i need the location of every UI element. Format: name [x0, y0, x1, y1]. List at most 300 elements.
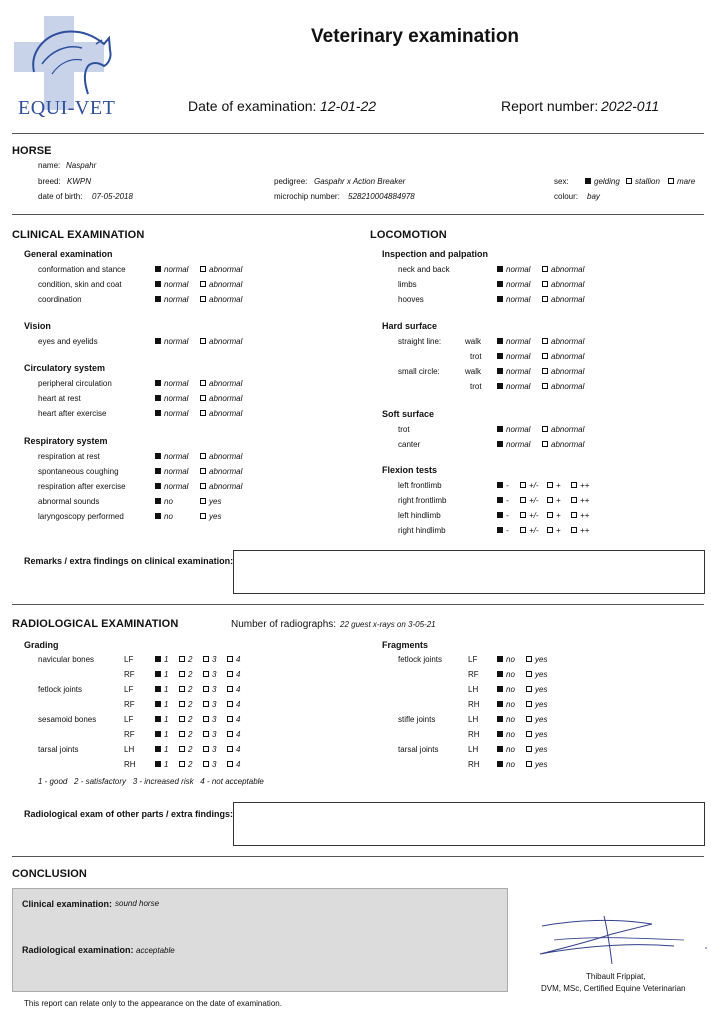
fragment-option[interactable] — [497, 700, 515, 709]
clinical-option[interactable] — [155, 265, 188, 274]
clinical-option-text: normal — [164, 394, 189, 403]
unchecked-checkbox-icon[interactable] — [200, 410, 206, 416]
unchecked-checkbox-icon[interactable] — [200, 498, 206, 504]
grading-option[interactable] — [227, 700, 240, 709]
unchecked-checkbox-icon[interactable] — [571, 527, 577, 533]
clinical-option[interactable] — [155, 337, 188, 346]
unchecked-checkbox-icon[interactable] — [227, 716, 233, 722]
locomotion-option-text: ++ — [580, 496, 590, 505]
unchecked-checkbox-icon[interactable] — [203, 746, 209, 752]
locomotion-option-text: normal — [506, 425, 531, 434]
locomotion-option[interactable] — [547, 481, 561, 490]
sex-option[interactable] — [626, 177, 660, 186]
grading-option-text: 1 — [164, 730, 169, 739]
unchecked-checkbox-icon[interactable] — [200, 266, 206, 272]
grading-side-label: RF — [124, 700, 135, 709]
checked-checkbox-icon[interactable] — [155, 338, 161, 344]
locomotion-option[interactable] — [542, 367, 584, 376]
remarks-field[interactable] — [233, 550, 705, 594]
checked-checkbox-icon[interactable] — [155, 468, 161, 474]
unchecked-checkbox-icon[interactable] — [203, 731, 209, 737]
unchecked-checkbox-icon[interactable] — [227, 746, 233, 752]
checked-checkbox-icon[interactable] — [155, 701, 161, 707]
grading-option[interactable] — [203, 745, 216, 754]
unchecked-checkbox-icon[interactable] — [200, 453, 206, 459]
unchecked-checkbox-icon[interactable] — [200, 513, 206, 519]
locomotion-option[interactable] — [497, 511, 509, 520]
checked-checkbox-icon[interactable] — [155, 296, 161, 302]
grading-side-label: RF — [124, 670, 135, 679]
fragment-side-label: RH — [468, 700, 480, 709]
unchecked-checkbox-icon[interactable] — [200, 380, 206, 386]
fragments-title: Fragments — [382, 640, 429, 650]
locomotion-option[interactable] — [497, 382, 530, 391]
checked-checkbox-icon[interactable] — [155, 410, 161, 416]
fragment-option[interactable] — [526, 745, 547, 754]
locomotion-option[interactable] — [571, 511, 589, 520]
date-label: Date of examination: — [188, 98, 317, 114]
unchecked-checkbox-icon[interactable] — [200, 296, 206, 302]
unchecked-checkbox-icon[interactable] — [203, 701, 209, 707]
locomotion-option-text: +/- — [529, 481, 539, 490]
locomotion-option-text: abnormal — [551, 382, 585, 391]
checked-checkbox-icon[interactable] — [155, 716, 161, 722]
checked-checkbox-icon[interactable] — [155, 380, 161, 386]
fragment-option[interactable] — [526, 655, 547, 664]
locomotion-option-text: - — [506, 481, 509, 490]
unchecked-checkbox-icon[interactable] — [520, 512, 526, 518]
clinical-item-label: heart after exercise — [38, 409, 107, 418]
checked-checkbox-icon[interactable] — [585, 178, 591, 184]
fragment-option-text: yes — [535, 760, 548, 769]
unchecked-checkbox-icon[interactable] — [571, 497, 577, 503]
unchecked-checkbox-icon[interactable] — [542, 281, 548, 287]
checked-checkbox-icon[interactable] — [155, 453, 161, 459]
clinical-option[interactable] — [200, 482, 242, 491]
checked-checkbox-icon[interactable] — [497, 656, 503, 662]
grading-option[interactable] — [203, 670, 216, 679]
grading-option[interactable] — [203, 715, 216, 724]
grading-option[interactable] — [203, 730, 216, 739]
other-findings-label: Radiological exam of other parts / extra findings: — [24, 809, 234, 819]
divider — [12, 133, 704, 134]
clinical-option[interactable] — [155, 452, 188, 461]
unchecked-checkbox-icon[interactable] — [200, 468, 206, 474]
sex-option[interactable] — [668, 177, 695, 186]
unchecked-checkbox-icon[interactable] — [526, 701, 532, 707]
checked-checkbox-icon[interactable] — [497, 383, 503, 389]
unchecked-checkbox-icon[interactable] — [203, 671, 209, 677]
locomotion-option[interactable] — [497, 481, 509, 490]
clinical-option[interactable] — [200, 265, 242, 274]
checked-checkbox-icon[interactable] — [155, 281, 161, 287]
remarks-label: Remarks / extra findings on clinical examination: — [24, 556, 234, 566]
locomotion-option[interactable] — [542, 265, 584, 274]
grading-option[interactable] — [155, 760, 168, 769]
unchecked-checkbox-icon[interactable] — [571, 512, 577, 518]
clinical-option-text: normal — [164, 482, 189, 491]
clinical-option[interactable] — [155, 295, 188, 304]
checked-checkbox-icon[interactable] — [155, 656, 161, 662]
grading-option-text: 4 — [236, 760, 241, 769]
grading-option[interactable] — [203, 685, 216, 694]
grading-side-label: LF — [124, 685, 134, 694]
unchecked-checkbox-icon[interactable] — [200, 281, 206, 287]
sex-option[interactable] — [585, 177, 620, 186]
checked-checkbox-icon[interactable] — [497, 701, 503, 707]
clinical-option[interactable] — [155, 497, 173, 506]
locomotion-option[interactable] — [497, 280, 530, 289]
clinical-option[interactable] — [200, 337, 242, 346]
fragment-side-label: RH — [468, 730, 480, 739]
grading-side-label: LF — [124, 715, 134, 724]
grading-option[interactable] — [227, 745, 240, 754]
fragment-option-text: no — [506, 655, 515, 664]
grading-option[interactable] — [155, 730, 168, 739]
locomotion-option[interactable] — [571, 481, 589, 490]
checked-checkbox-icon[interactable] — [497, 353, 503, 359]
clinical-option[interactable] — [200, 280, 242, 289]
grading-option[interactable] — [155, 670, 168, 679]
unchecked-checkbox-icon[interactable] — [179, 746, 185, 752]
unchecked-checkbox-icon[interactable] — [179, 686, 185, 692]
unchecked-checkbox-icon[interactable] — [547, 482, 553, 488]
grading-option[interactable] — [227, 715, 240, 724]
unchecked-checkbox-icon[interactable] — [542, 296, 548, 302]
checked-checkbox-icon[interactable] — [155, 498, 161, 504]
divider — [12, 856, 704, 857]
locomotion-option-text: - — [506, 496, 509, 505]
checked-checkbox-icon[interactable] — [497, 281, 503, 287]
unchecked-checkbox-icon[interactable] — [200, 338, 206, 344]
report-label: Report number: — [501, 98, 599, 114]
clinical-option[interactable] — [200, 512, 221, 521]
fragment-option[interactable] — [526, 715, 547, 724]
unchecked-checkbox-icon[interactable] — [227, 701, 233, 707]
checked-checkbox-icon[interactable] — [497, 338, 503, 344]
locomotion-option[interactable] — [497, 265, 530, 274]
grading-option-text: 4 — [236, 745, 241, 754]
locomotion-option[interactable] — [497, 526, 509, 535]
checked-checkbox-icon[interactable] — [497, 761, 503, 767]
grading-option[interactable] — [227, 730, 240, 739]
fragment-option-text: no — [506, 745, 515, 754]
conclusion-box — [12, 888, 508, 992]
locomotion-option-text: normal — [506, 382, 531, 391]
clinical-option[interactable] — [155, 280, 188, 289]
checked-checkbox-icon[interactable] — [497, 266, 503, 272]
locomotion-option-text: normal — [506, 440, 531, 449]
checked-checkbox-icon[interactable] — [155, 746, 161, 752]
grading-option[interactable] — [155, 685, 168, 694]
fragment-option[interactable] — [497, 670, 515, 679]
locomotion-option[interactable] — [497, 440, 530, 449]
checked-checkbox-icon[interactable] — [497, 686, 503, 692]
grading-side-label: RH — [124, 760, 136, 769]
locomotion-option[interactable] — [497, 337, 530, 346]
grading-option-text: 2 — [188, 730, 193, 739]
unchecked-checkbox-icon[interactable] — [668, 178, 674, 184]
locomotion-option[interactable] — [497, 425, 530, 434]
fragment-option-text: yes — [535, 700, 548, 709]
checked-checkbox-icon[interactable] — [497, 441, 503, 447]
unchecked-checkbox-icon[interactable] — [227, 731, 233, 737]
unchecked-checkbox-icon[interactable] — [526, 656, 532, 662]
fragment-side-label: LH — [468, 745, 479, 754]
locomotion-option[interactable] — [497, 496, 509, 505]
fragment-option[interactable] — [526, 700, 547, 709]
clinical-option[interactable] — [200, 379, 242, 388]
grading-option-text: 4 — [236, 685, 241, 694]
checked-checkbox-icon[interactable] — [497, 426, 503, 432]
checked-checkbox-icon[interactable] — [155, 731, 161, 737]
grading-option[interactable] — [227, 670, 240, 679]
unchecked-checkbox-icon[interactable] — [626, 178, 632, 184]
fragment-option-text: yes — [535, 745, 548, 754]
locomotion-option[interactable] — [497, 295, 530, 304]
unchecked-checkbox-icon[interactable] — [547, 497, 553, 503]
locomotion-option[interactable] — [547, 526, 561, 535]
unchecked-checkbox-icon[interactable] — [200, 483, 206, 489]
checked-checkbox-icon[interactable] — [155, 761, 161, 767]
locomotion-option-text: +/- — [529, 511, 539, 520]
locomotion-option-text: normal — [506, 337, 531, 346]
grading-option[interactable] — [203, 655, 216, 664]
unchecked-checkbox-icon[interactable] — [542, 426, 548, 432]
unchecked-checkbox-icon[interactable] — [571, 482, 577, 488]
grading-option[interactable] — [179, 760, 192, 769]
grading-option[interactable] — [179, 700, 192, 709]
unchecked-checkbox-icon[interactable] — [227, 671, 233, 677]
unchecked-checkbox-icon[interactable] — [526, 761, 532, 767]
unchecked-checkbox-icon[interactable] — [542, 368, 548, 374]
unchecked-checkbox-icon[interactable] — [526, 731, 532, 737]
clinical-group-title: Respiratory system — [24, 436, 108, 446]
report-value: 2022-011 — [601, 98, 660, 114]
unchecked-checkbox-icon[interactable] — [526, 671, 532, 677]
locomotion-group-title: Inspection and palpation — [382, 249, 489, 259]
clinical-item-label: spontaneous coughing — [38, 467, 119, 476]
clinical-option[interactable] — [200, 394, 242, 403]
unchecked-checkbox-icon[interactable] — [179, 701, 185, 707]
unchecked-checkbox-icon[interactable] — [547, 527, 553, 533]
clinical-option[interactable] — [155, 467, 188, 476]
grading-option[interactable] — [179, 670, 192, 679]
unchecked-checkbox-icon[interactable] — [227, 686, 233, 692]
grading-option[interactable] — [179, 685, 192, 694]
checked-checkbox-icon[interactable] — [497, 482, 503, 488]
locomotion-option[interactable] — [542, 425, 584, 434]
locomotion-option[interactable] — [542, 382, 584, 391]
unchecked-checkbox-icon[interactable] — [203, 716, 209, 722]
grading-option-text: 1 — [164, 670, 169, 679]
checked-checkbox-icon[interactable] — [155, 513, 161, 519]
fragment-option-text: no — [506, 700, 515, 709]
clinical-option-text: abnormal — [209, 409, 243, 418]
checked-checkbox-icon[interactable] — [497, 671, 503, 677]
grading-option[interactable] — [203, 700, 216, 709]
grading-option[interactable] — [155, 655, 168, 664]
fragment-option-text: yes — [535, 715, 548, 724]
grading-option[interactable] — [179, 730, 192, 739]
locomotion-option[interactable] — [497, 367, 530, 376]
unchecked-checkbox-icon[interactable] — [526, 746, 532, 752]
grading-option[interactable] — [227, 685, 240, 694]
grading-side-label: LH — [124, 745, 135, 754]
checked-checkbox-icon[interactable] — [497, 296, 503, 302]
locomotion-option[interactable] — [542, 440, 584, 449]
unchecked-checkbox-icon[interactable] — [542, 383, 548, 389]
unchecked-checkbox-icon[interactable] — [179, 656, 185, 662]
grading-option[interactable] — [227, 760, 240, 769]
breed-label: breed: — [38, 177, 61, 186]
unchecked-checkbox-icon[interactable] — [520, 482, 526, 488]
clinical-option-text: abnormal — [209, 467, 243, 476]
locomotion-option[interactable] — [547, 496, 561, 505]
fragment-option-text: yes — [535, 730, 548, 739]
locomotion-option-text: abnormal — [551, 425, 585, 434]
fragment-option[interactable] — [497, 685, 515, 694]
checked-checkbox-icon[interactable] — [155, 266, 161, 272]
fragment-option[interactable] — [526, 730, 547, 739]
fragment-option-text: no — [506, 685, 515, 694]
unchecked-checkbox-icon[interactable] — [200, 395, 206, 401]
clinical-option[interactable] — [200, 467, 242, 476]
clinical-option-text: abnormal — [209, 379, 243, 388]
grading-option-text: 2 — [188, 745, 193, 754]
clinical-option[interactable] — [155, 394, 188, 403]
grading-option-text: 4 — [236, 715, 241, 724]
fragment-option[interactable] — [497, 760, 515, 769]
clinical-option[interactable] — [155, 409, 188, 418]
radiograph-count-label: Number of radiographs: — [231, 619, 337, 630]
locomotion-item-label: trot — [398, 425, 410, 434]
clinical-option-text: normal — [164, 409, 189, 418]
locomotion-option-text: +/- — [529, 526, 539, 535]
clinical-option[interactable] — [200, 452, 242, 461]
clinical-option[interactable] — [200, 409, 242, 418]
clinical-item-label: coordination — [38, 295, 82, 304]
locomotion-option[interactable] — [520, 526, 539, 535]
fragment-option[interactable] — [526, 685, 547, 694]
clinical-option-text: normal — [164, 295, 189, 304]
locomotion-option[interactable] — [571, 526, 589, 535]
unchecked-checkbox-icon[interactable] — [179, 671, 185, 677]
clinical-option-text: abnormal — [209, 482, 243, 491]
unchecked-checkbox-icon[interactable] — [179, 716, 185, 722]
grading-option-text: 1 — [164, 700, 169, 709]
grading-option[interactable] — [203, 760, 216, 769]
checked-checkbox-icon[interactable] — [497, 527, 503, 533]
grading-option[interactable] — [179, 745, 192, 754]
signature-icon — [534, 912, 714, 968]
unchecked-checkbox-icon[interactable] — [203, 686, 209, 692]
checked-checkbox-icon[interactable] — [155, 483, 161, 489]
grading-option-text: 3 — [212, 670, 217, 679]
unchecked-checkbox-icon[interactable] — [547, 512, 553, 518]
clinical-item-label: condition, skin and coat — [38, 280, 122, 289]
grading-option[interactable] — [155, 745, 168, 754]
clinical-option[interactable] — [155, 379, 188, 388]
unchecked-checkbox-icon[interactable] — [520, 497, 526, 503]
grading-option-text: 2 — [188, 760, 193, 769]
unchecked-checkbox-icon[interactable] — [227, 761, 233, 767]
fragment-option[interactable] — [497, 655, 515, 664]
checked-checkbox-icon[interactable] — [497, 731, 503, 737]
fragment-side-label: RH — [468, 760, 480, 769]
clinical-option[interactable] — [155, 482, 188, 491]
unchecked-checkbox-icon[interactable] — [179, 731, 185, 737]
clinical-option[interactable] — [200, 497, 221, 506]
unchecked-checkbox-icon[interactable] — [542, 353, 548, 359]
fragment-option[interactable] — [526, 760, 547, 769]
clinical-group-title: Vision — [24, 321, 51, 331]
checked-checkbox-icon[interactable] — [497, 716, 503, 722]
grading-option[interactable] — [179, 655, 192, 664]
fragment-option[interactable] — [526, 670, 547, 679]
unchecked-checkbox-icon[interactable] — [542, 338, 548, 344]
unchecked-checkbox-icon[interactable] — [227, 656, 233, 662]
clinical-option-text: abnormal — [209, 337, 243, 346]
checked-checkbox-icon[interactable] — [497, 368, 503, 374]
unchecked-checkbox-icon[interactable] — [526, 716, 532, 722]
checked-checkbox-icon[interactable] — [497, 512, 503, 518]
grading-option[interactable] — [155, 715, 168, 724]
grading-option[interactable] — [155, 700, 168, 709]
locomotion-option[interactable] — [542, 280, 584, 289]
grading-option[interactable] — [227, 655, 240, 664]
unchecked-checkbox-icon[interactable] — [526, 686, 532, 692]
unchecked-checkbox-icon[interactable] — [520, 527, 526, 533]
locomotion-option[interactable] — [547, 511, 561, 520]
locomotion-gait-label: walk — [465, 337, 482, 346]
locomotion-option[interactable] — [542, 337, 584, 346]
fragment-option[interactable] — [497, 730, 515, 739]
checked-checkbox-icon[interactable] — [497, 497, 503, 503]
checked-checkbox-icon[interactable] — [497, 746, 503, 752]
unchecked-checkbox-icon[interactable] — [542, 266, 548, 272]
locomotion-option[interactable] — [542, 295, 584, 304]
unchecked-checkbox-icon[interactable] — [203, 656, 209, 662]
locomotion-option-text: ++ — [580, 481, 590, 490]
checked-checkbox-icon[interactable] — [155, 395, 161, 401]
clinical-option[interactable] — [200, 295, 242, 304]
locomotion-option[interactable] — [520, 481, 539, 490]
signer-title: DVM, MSc, Certified Equine Veterinarian — [541, 984, 686, 993]
grading-side-label: RF — [124, 730, 135, 739]
locomotion-option[interactable] — [542, 352, 584, 361]
locomotion-item-label: right frontlimb — [398, 496, 447, 505]
other-findings-field[interactable] — [233, 802, 705, 846]
checked-checkbox-icon[interactable] — [155, 671, 161, 677]
locomotion-option[interactable] — [520, 496, 539, 505]
clinical-item-label: peripheral circulation — [38, 379, 112, 388]
fragment-option[interactable] — [497, 715, 515, 724]
locomotion-option[interactable] — [497, 352, 530, 361]
grading-option[interactable] — [179, 715, 192, 724]
fragment-option[interactable] — [497, 745, 515, 754]
grading-option-text: 2 — [188, 715, 193, 724]
unchecked-checkbox-icon[interactable] — [203, 761, 209, 767]
unchecked-checkbox-icon[interactable] — [179, 761, 185, 767]
checked-checkbox-icon[interactable] — [155, 686, 161, 692]
clinical-option[interactable] — [155, 512, 173, 521]
divider — [12, 604, 704, 605]
locomotion-option[interactable] — [520, 511, 539, 520]
clinical-group-title: Circulatory system — [24, 363, 106, 373]
unchecked-checkbox-icon[interactable] — [542, 441, 548, 447]
locomotion-option[interactable] — [571, 496, 589, 505]
